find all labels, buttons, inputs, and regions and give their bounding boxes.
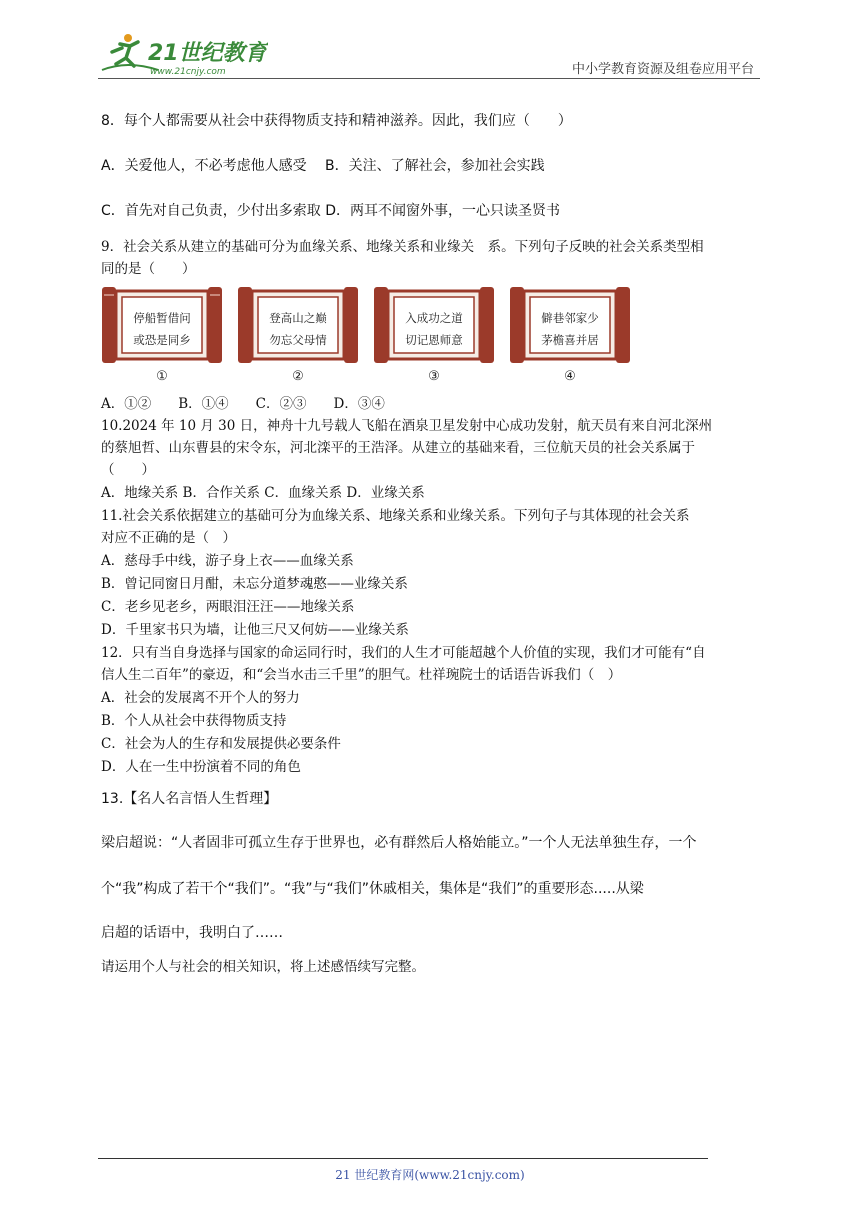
q8-stem: 8．每个人都需要从社会中获得物质支持和精神滋养。因此，我们应（ ） (101, 113, 572, 129)
scroll-3 (372, 285, 496, 384)
logo-text: 21世纪教育 (148, 41, 267, 66)
q12-stem-line2: 信人生二百年”的豪迈，和“会当水击三千里”的胆气。杜祥琬院士的话语告诉我们（ ） (101, 667, 622, 683)
q8-options-ab: A．关爱他人，不必考虑他人感受 B．关注、了解社会，参加社会实践 (101, 158, 545, 174)
q10-stem-line2: 的蔡旭哲、山东曹县的宋令东，河北滦平的王浩泽。从建立的基础来看，三位航天员的社会关系属于 (101, 440, 695, 456)
scroll-line: 茅檐喜并居 (541, 333, 599, 347)
scroll-3-number: ③ (428, 369, 440, 384)
scroll-4-text (534, 307, 606, 351)
page-header (98, 30, 760, 78)
logo-url: www.21cnjy.com (150, 67, 226, 77)
scroll-2-text (262, 307, 334, 351)
q8-options-cd: C．首先对自己负责，少付出多索取 D．两耳不闻窗外事，一心只读圣贤书 (101, 203, 561, 219)
q11-option-c: C．老乡见老乡，两眼泪汪汪——地缘关系 (101, 599, 355, 615)
q13-paragraph-line1: 梁启超说：“人者固非可孤立生存于世界也，必有群然后人格始能立。”一个人无法单独生存，一个 (101, 835, 697, 851)
scroll-1-text (126, 307, 198, 351)
q11-option-d: D．千里家书只为墙，让他三尺又何妨——业缘关系 (101, 622, 409, 638)
q10-stem-line1: 10.2024 年 10 月 30 日，神舟十九号载人飞船在酒泉卫星发射中心成功发射，航天员有来自河北深州 (101, 418, 713, 434)
q11-option-a: A．慈母手中线，游子身上衣——血缘关系 (101, 553, 354, 569)
q13-title: 13.【名人名言悟人生哲理】 (101, 791, 278, 807)
scroll-line: 僻巷邻家少 (541, 311, 599, 325)
header-platform-name: 中小学教育资源及组卷应用平台 (571, 62, 754, 77)
header-divider (98, 78, 760, 79)
q12-option-b: B．个人从社会中获得物质支持 (101, 713, 287, 729)
q10-stem-line3: （ ） (101, 462, 155, 478)
q9-scroll-images (100, 285, 640, 385)
scroll-line: 切记恩师意 (405, 333, 463, 347)
scroll-2-number: ② (292, 369, 304, 384)
q10-options: A．地缘关系 B．合作关系 C．血缘关系 D．业缘关系 (101, 485, 425, 501)
q11-stem-line1: 11.社会关系依据建立的基础可分为血缘关系、地缘关系和业缘关系。下列句子与其体现的社会关系 (101, 508, 690, 524)
q9-stem-line1: 9．社会关系从建立的基础可分为血缘关系、地缘关系和业缘关 系。下列句子反映的社会关系类型相 (101, 239, 704, 255)
q12-option-c: C．社会为人的生存和发展提供必要条件 (101, 736, 341, 752)
q9-stem-line2: 同的是（ ） (101, 261, 196, 277)
scroll-1 (100, 285, 224, 384)
site-logo (98, 30, 268, 78)
scroll-4-number: ④ (564, 369, 576, 384)
footer-divider (98, 1158, 708, 1159)
q13-paragraph-line2: 个“我”构成了若干个“我们”。“我”与“我们”休戚相关，集体是“我们”的重要形态.....从梁 (101, 881, 644, 897)
q12-option-d: D．人在一生中扮演着不同的角色 (101, 759, 301, 775)
q11-option-b: B．曾记同窗日月酣，未忘分道梦魂憨——业缘关系 (101, 576, 408, 592)
q12-option-a: A．社会的发展离不开个人的努力 (101, 690, 300, 706)
q12-stem-line1: 12．只有当自身选择与国家的命运同行时，我们的人生才可能超越个人价值的实现，我们才可能有“自 (101, 645, 706, 661)
scroll-line: 勿忘父母情 (269, 333, 327, 347)
q13-instruction: 请运用个人与社会的相关知识，将上述感悟续写完整。 (101, 959, 425, 975)
scroll-line: 入成功之道 (405, 311, 463, 325)
scroll-line: 登高山之巅 (269, 311, 327, 325)
footer-link[interactable]: 21 世纪教育网(www.21cnjy.com) (335, 1168, 525, 1182)
q13-paragraph-line3: 启超的话语中，我明白了…… (101, 925, 283, 941)
q9-options: A．①② B．①④ C．②③ D．③④ (101, 396, 385, 412)
scroll-line: 或恐是同乡 (133, 333, 191, 347)
scroll-1-number: ① (156, 369, 168, 384)
scroll-2 (236, 285, 360, 384)
scroll-3-text (398, 307, 470, 351)
q11-stem-line2: 对应不正确的是（ ） (101, 530, 236, 546)
scroll-4 (508, 285, 632, 384)
scroll-line: 停船暂借问 (133, 311, 191, 325)
